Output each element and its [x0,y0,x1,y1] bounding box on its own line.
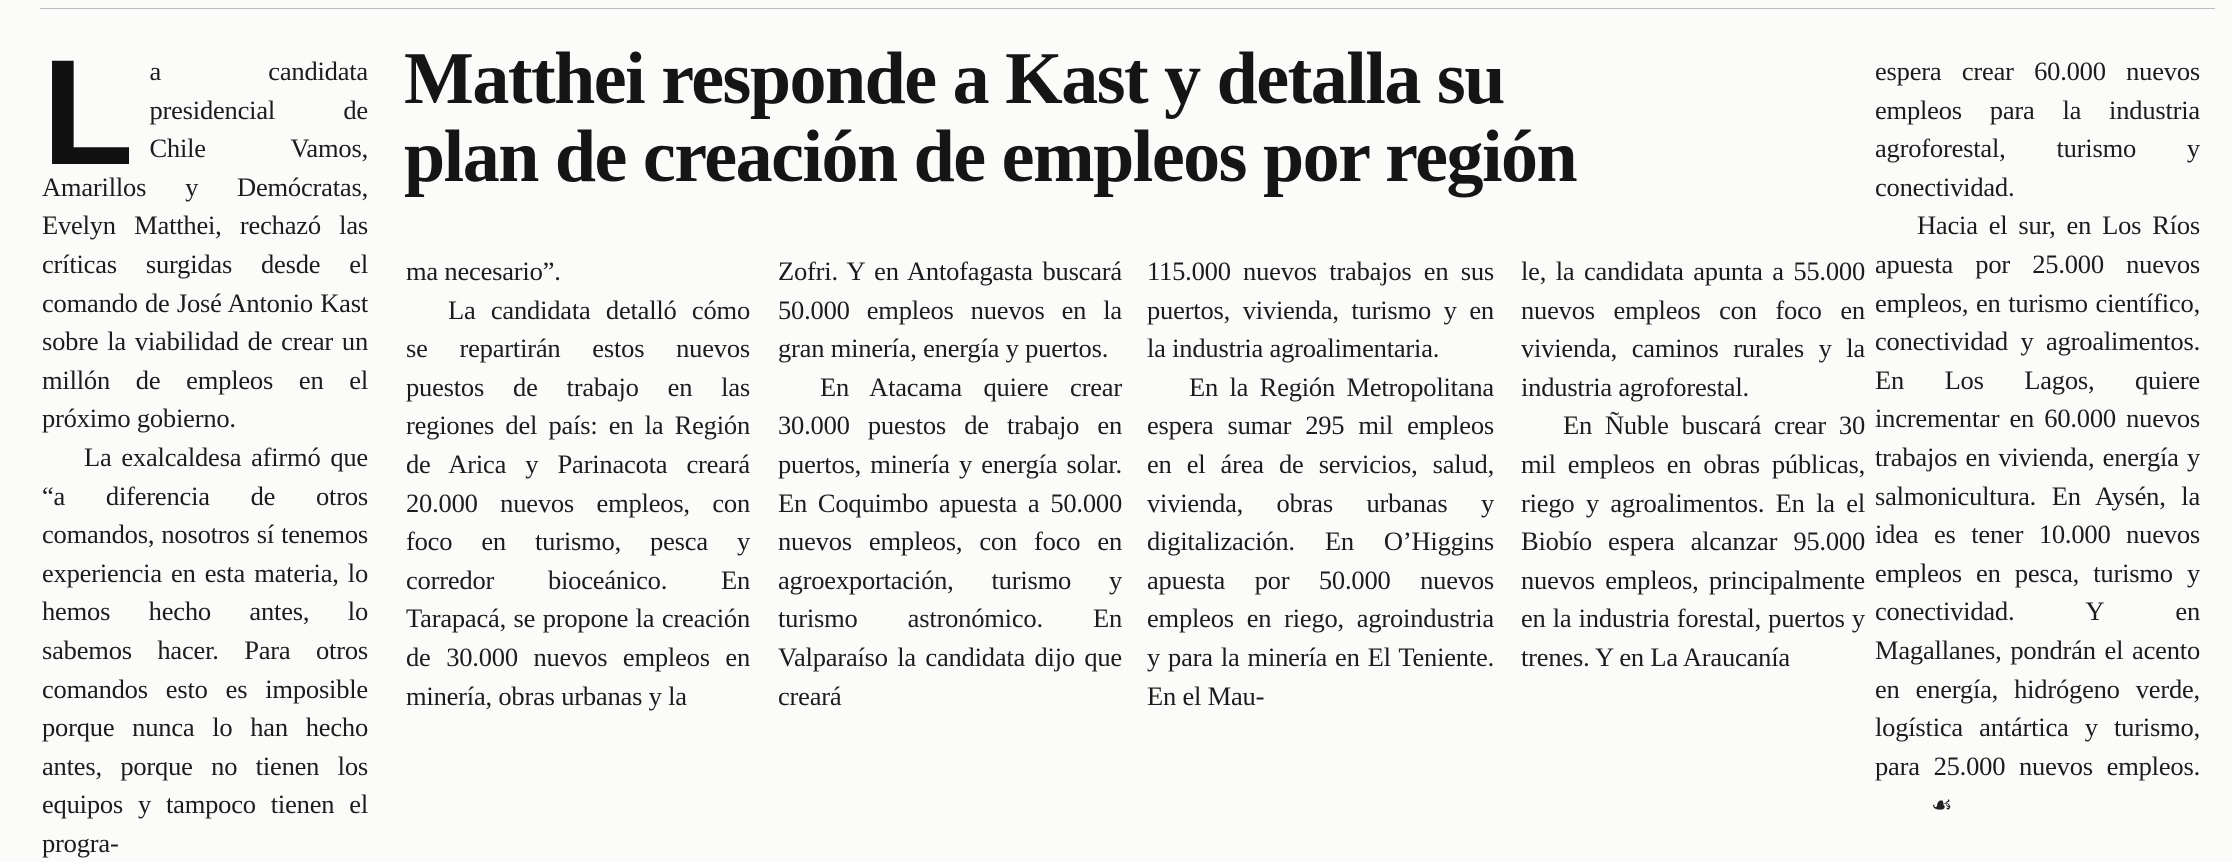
drop-cap: L [42,28,134,196]
paragraph-text: a candidata presidencial de Chile Vamos, Amarillos y Demócratas, Evelyn Matthei, rechazó las críticas surgidas desde el comando de José Antonio Kast sobre la viabilidad de crear un millón de empleos en el próximo gobierno. [42,56,368,434]
paragraph: La candidata detalló cómo se repartirán estos nuevos puestos de trabajo en las regiones del país: en la Región de Arica y Parinacota creará 20.000 nuevos empleos, con foco en turismo, pesca y corredor bioceánico. En Tarapacá, se propone la creación de 30.000 nuevos empleos en minería, obras urbanas y la [406,294,750,711]
paragraph: 115.000 nuevos trabajos en sus puertos, vivienda, turismo y en la industria agroalimentaria. [1147,256,1494,364]
paragraph [42,28,368,438]
top-rule [40,8,2215,9]
headline-line-2: plan de creación de empleos por región [404,116,1577,198]
article-column-3 [778,252,1122,715]
paragraph: le, la candidata apunta a 55.000 nuevos empleos con foco en vivienda, caminos rurales y la industria agroforestal. [1521,256,1865,402]
headline-line-1: Matthei responde a Kast y detalla su [404,38,1504,120]
paragraph: ma necesario”. [406,256,561,286]
paragraph-text: Hacia el sur, en Los Ríos apuesta por 25.000 nuevos empleos, en turismo científico, conectividad y agroalimentos. En Los Lagos, quiere incrementar en 60.000 nuevos trabajos en vivienda, energía y salmonicultura. En Aysén, la idea es tener 10.000 nuevos empleos en pesca, turismo y conectividad. Y en Magallanes, pondrán el acento en energía, hidrógeno verde, logística antártica y turismo, para 25.000 nuevos empleos. [1875,210,2200,781]
article-column-1 [42,28,368,862]
paragraph [1875,206,2200,825]
paragraph: En Ñuble buscará crear 30 mil empleos en obras públicas, riego y agroalimentos. En la el Biobío espera alcanzar 95.000 nuevos empleos, principalmente en la industria forestal, puertos y trenes. Y en La Araucanía [1521,410,1865,672]
paragraph: espera crear 60.000 nuevos empleos para la industria agroforestal, turismo y conectividad. [1875,56,2200,202]
end-of-article-icon: ☙ [1931,791,1953,820]
paragraph: En la Región Metropolitana espera sumar 295 mil empleos en el área de servicios, salud, vivienda, obras urbanas y digitalización. En O’Higgins apuesta por 50.000 nuevos empleos en riego, agroindustria y para la minería en El Teniente. En el Mau- [1147,371,1494,711]
headline [404,40,1874,196]
paragraph: La exalcaldesa afirmó que “a diferencia de otros comandos, nosotros sí tenemos experiencia en esta materia, lo hemos hecho antes, lo sabemos hacer. Para otros comandos esto es imposible porque nunca lo han hecho antes, porque no tienen los equipos y tampoco tienen el progra- [42,441,368,858]
article-column-6 [1875,52,2200,825]
article-column-5 [1521,252,1865,677]
article-column-4 [1147,252,1494,715]
paragraph: Zofri. Y en Antofagasta buscará 50.000 empleos nuevos en la gran minería, energía y puertos. [778,256,1122,364]
paragraph: En Atacama quiere crear 30.000 puestos de trabajo en puertos, minería y energía solar. En Coquimbo apuesta a 50.000 nuevos empleos, con foco en agroexportación, turismo y turismo astronómico. En Valparaíso la candidata dijo que creará [778,371,1122,711]
article-column-2 [406,252,750,715]
